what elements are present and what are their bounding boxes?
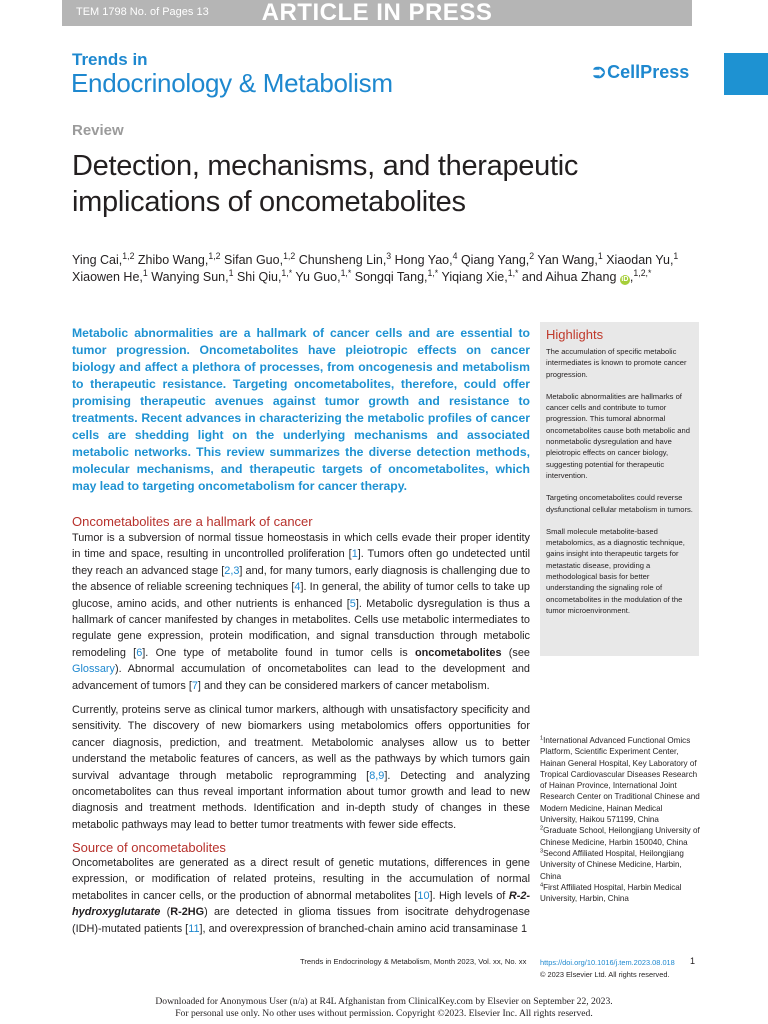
citation-link[interactable]: 4 bbox=[294, 581, 301, 594]
page-number: 1 bbox=[690, 956, 696, 966]
author-affiliation-marker: 1,* bbox=[340, 267, 352, 278]
article-title: Detection, mechanisms, and therapeutic implications of oncometabolites bbox=[72, 150, 579, 218]
highlight-item: Metabolic abnormalities are hallmarks of cancer cells and contribute to tumor progression. This tumoral abnormal oncometabolites cause both metabolic and nonmetabolic dysregulation and have pleiotropic effects on cancer biology, suggesting potential for therapeutic intervention. bbox=[546, 391, 690, 480]
affiliation-text: Graduate School, Heilongjiang University of Chinese Medicine, Harbin 150040, China bbox=[540, 826, 700, 847]
journal-name-line1: Trends in bbox=[72, 50, 148, 69]
download-notice-line2: For personal use only. No other uses without permission. Copyright ©2023. Elsevier Inc. All rights reserved. bbox=[175, 1007, 593, 1019]
author-name[interactable]: Ying Cai, bbox=[72, 253, 123, 267]
affiliation-item bbox=[540, 882, 700, 905]
section-heading-hallmark: Oncometabolites are a hallmark of cancer bbox=[72, 514, 313, 529]
affiliations bbox=[540, 735, 700, 904]
manuscript-id: TEM 1798 No. of Pages 13 bbox=[76, 6, 209, 18]
author-name[interactable]: Chunsheng Lin, bbox=[298, 253, 387, 267]
corner-color-tab bbox=[724, 53, 768, 95]
highlight-item: The accumulation of specific metabolic intermediates is known to promote cancer progression. bbox=[546, 347, 687, 379]
affiliation-item bbox=[540, 848, 700, 882]
abstract: Metabolic abnormalities are a hallmark of cancer cells and are essential to tumor progression. Oncometabolites have pleiotropic effects on cancer biology and affect a plethora of processes, from oncogenesis and metabolism to therapeutic resistance. Targeting oncometabolites, therefore, could offer promising therapeutic avenues against tumor growth and resistance to treatments. Recent advances in characterizing the metabolic profiles of cancer cells are shedding light on the underlying mechanisms and associated metabolic networks. This review summarizes the diverse detection methods, molecular mechanisms, and therapeutic targets of oncometabolites, which may lead to targeting oncometabolism for cancer therapy. bbox=[72, 326, 530, 493]
affiliation-marker: 2 bbox=[540, 825, 544, 832]
author-name[interactable]: Qiang Yang, bbox=[460, 253, 530, 267]
affiliation-text: First Affiliated Hospital, Harbin Medical University, Harbin, China bbox=[540, 882, 682, 904]
citation-link[interactable]: 10 bbox=[417, 889, 430, 902]
highlight-item: Targeting oncometabolites could reverse dysfunctional cellular metabolism in tumors. bbox=[546, 493, 693, 514]
author-name[interactable]: Shi Qiu, bbox=[236, 270, 282, 284]
journal-name-line2: Endocrinology & Metabolism bbox=[71, 68, 393, 98]
affiliation-marker: 1 bbox=[540, 735, 544, 742]
author-affiliation-marker: 1,* bbox=[507, 267, 519, 278]
compound-abbrev: R-2HG bbox=[170, 906, 205, 919]
author-affiliation-marker: 1,2 bbox=[208, 250, 221, 261]
orcid-icon[interactable]: iD bbox=[621, 276, 629, 283]
author-name[interactable]: Hong Yao, bbox=[394, 253, 453, 267]
section1-paragraph2: Currently, proteins serve as clinical tumor markers, although with unsatisfactory specificity and sensitivity. The discovery of new biomarkers using metabolomics offers opportunities for cancer diagnosis, prediction, and treatment. Metabolomic analyses allow us to better understand the metabolic features of cancers, as well as the pathways by which tumors gain survival advantage through metabolic reprogramming [8,9]. Detecting and analyzing oncometabolites can thus reveal important information about tumor growth and lead to new diagnosis and treatment methods. Identification and in-depth study of changes in these metabolic pathways may lead to better tumor treatments with fewer side effects. bbox=[72, 704, 531, 831]
author-affiliation-marker: 1 bbox=[673, 250, 679, 261]
author-name[interactable]: Xiaodan Yu, bbox=[606, 253, 674, 267]
author-affiliation-marker: 1,* bbox=[281, 267, 293, 278]
author-name[interactable]: Yan Wang, bbox=[537, 253, 598, 267]
author-name[interactable]: Wanying Sun, bbox=[151, 270, 229, 284]
author-affiliation-marker: 1 bbox=[228, 267, 234, 278]
compound-name: R-2-hydroxyglutarate bbox=[72, 889, 531, 919]
cellpress-logo-icon: ⮊ bbox=[593, 65, 606, 82]
citation-link[interactable]: 2,3 bbox=[224, 564, 240, 577]
author-affiliation-marker: 1 bbox=[597, 250, 603, 261]
publisher-logo bbox=[593, 62, 689, 83]
highlights-title: Highlights bbox=[546, 327, 604, 342]
author-name[interactable]: Xiaowen He, bbox=[72, 270, 143, 284]
article-status-bar bbox=[62, 0, 692, 26]
author-name[interactable]: Zhibo Wang, bbox=[137, 253, 209, 267]
article-type: Review bbox=[72, 122, 124, 139]
publisher-name: CellPress bbox=[607, 62, 690, 82]
doi-link[interactable]: https://doi.org/10.1016/j.tem.2023.08.018 bbox=[540, 958, 675, 967]
affiliation-marker: 4 bbox=[540, 882, 544, 889]
glossary-link[interactable]: Glossary bbox=[72, 663, 115, 676]
author-affiliation-marker: 1,2,* bbox=[633, 267, 652, 278]
section2-paragraph1: Oncometabolites are generated as a direct result of genetic mutations, differences in gene expression, or modification of related proteins, resulting in the accumulation of normal metabolites in cancer cells, or the production of abnormal metabolites [10]. High levels of R-2-hydroxyglutarate (R-2HG) are detected in glioma tissues from isocitrate dehydrogenase (IDH)-mutated patients [11], and overexpression of branched-chain amino acid transaminase 1 bbox=[72, 857, 531, 935]
author-name[interactable]: Yu Guo, bbox=[295, 270, 341, 284]
author-name[interactable]: Songqi Tang, bbox=[354, 270, 428, 284]
affiliation-text: Second Affiliated Hospital, Heilongjiang University of Chinese Medicine, Harbin, China bbox=[540, 848, 684, 881]
copyright-notice: © 2023 Elsevier Ltd. All rights reserved. bbox=[540, 970, 670, 979]
author-list: Ying Cai,$^{1,2}$ Zhibo Wang,$^{1,2}$ Sifan Guo,$^{1,2}$ Chunsheng Lin,$^3$ Hong Yao,$^4$ Qiang Yang,$^2$ Yan Wang,$^1$ Xiaodan Yu,$^1$ Xiaowen He,$^1$ Wanying Sun,$^1$ Shi Qiu,$^{1,*}$ Yu Guo,$^{1,*}$ Songqi Tang,$^{1,*}$ Yiqiang Xie,$^{1,*}$ and Aihua Zhang iD ,$^{1,2,*}$ bbox=[72, 250, 679, 284]
author-affiliation-marker: 1 bbox=[142, 267, 148, 278]
author-affiliation-marker: 2 bbox=[529, 250, 535, 261]
citation-link[interactable]: 6 bbox=[136, 646, 143, 659]
author-name[interactable]: and Aihua Zhang bbox=[521, 270, 617, 284]
affiliation-text: International Advanced Functional Omics Platform, Scientific Experiment Center, Hainan General Hospital, Key Laboratory of Tropical Cardiovascular Diseases Research of Hainan Province, International Joint Research Center on Traditional Chinese and Modern Medicine, Hainan Medical University, Haikou 571199, China bbox=[540, 736, 700, 825]
author-affiliation-marker: 1,2 bbox=[283, 250, 296, 261]
citation-link[interactable]: 7 bbox=[191, 679, 198, 692]
download-notice-line1: Downloaded for Anonymous User (n/a) at R4L Afghanistan from ClinicalKey.com by Elsevier on September 22, 2023. bbox=[155, 996, 613, 1007]
author-affiliation-marker: 1,* bbox=[427, 267, 439, 278]
footer-journal-citation: Trends in Endocrinology & Metabolism, Month 2023, Vol. xx, No. xx bbox=[300, 957, 527, 966]
section1-paragraph1: Tumor is a subversion of normal tissue homeostasis in which cells evade their proper identity in time and space, resulting in uncontrolled proliferation [1]. Tumors often go undetected until they reach an advanced stage [2,3] and, for many tumors, early diagnosis is challenging due to the absence of reliable screening techniques [4]. In general, the ability of tumor cells to take up glucose, amino acids, and other nutrients is enhanced [5]. Metabolic dysregulation is thus a hallmark of cancer manifested by changes in metabolites. Cells use metabolic intermediates to regulate gene expression, protein modification, and signal transduction through metabolic remodeling [6]. One type of metabolite found in tumor cells is oncometabolites (see Glossary). Abnormal accumulation of oncometabolites can lead to the development and advancement of tumors [7] and they can be considered markers of cancer metabolism. bbox=[72, 532, 531, 692]
download-notice bbox=[0, 996, 768, 1019]
citation-link[interactable]: 11 bbox=[188, 922, 200, 935]
affiliation-item bbox=[540, 825, 700, 848]
highlight-item: Small molecule metabolite-based metabolomics, as a diagnostic technique, gains insight into therapeutic targets for metastatic disease, providing a methodological basis for better understanding the signaling role of oncometabolites in the modulation of the tumor microenvironment. bbox=[546, 526, 685, 615]
affiliation-item bbox=[540, 735, 700, 825]
author-name[interactable]: Yiqiang Xie, bbox=[441, 270, 508, 284]
affiliation-marker: 3 bbox=[540, 848, 544, 855]
citation-link[interactable]: 8,9 bbox=[369, 769, 385, 782]
section-heading-source: Source of oncometabolites bbox=[72, 840, 226, 855]
article-in-press-label: ARTICLE IN PRESS bbox=[261, 0, 493, 26]
citation-link[interactable]: 5 bbox=[349, 597, 356, 610]
author-affiliation-marker: 3 bbox=[386, 250, 392, 261]
glossary-term: oncometabolites bbox=[414, 646, 502, 659]
citation-link[interactable]: 1 bbox=[351, 548, 358, 561]
highlights-list bbox=[546, 346, 698, 627]
author-affiliation-marker: 4 bbox=[452, 250, 458, 261]
author-affiliation-marker: 1,2 bbox=[122, 250, 135, 261]
author-name[interactable]: Sifan Guo, bbox=[223, 253, 284, 267]
